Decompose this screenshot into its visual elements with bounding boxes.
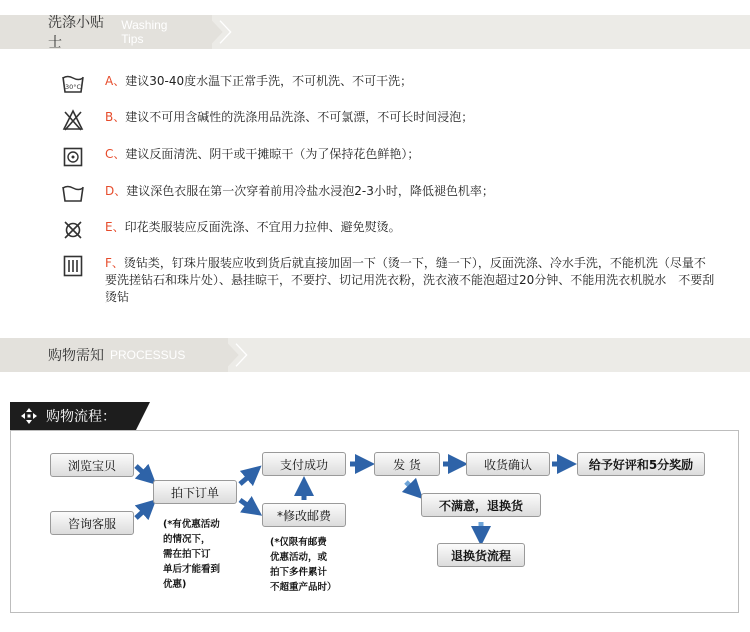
step-confirm[interactable]: 收货确认 — [466, 452, 550, 476]
tip-letter-c: C、 — [105, 147, 126, 161]
arrow-consult-order — [136, 506, 149, 518]
arrow-order-modify — [240, 500, 254, 510]
note-order: (*有优惠活动 的情况下， 需在拍下订 单后才能看到 优惠) — [163, 519, 221, 590]
tip-text-b: 建议不可用含碱性的洗涤用品洗涤、不可氯漂，不可长时间浸泡； — [125, 110, 474, 124]
wash-temp-label: 30°C — [64, 83, 82, 91]
step-review[interactable]: 给予好评和5分奖励 — [577, 452, 705, 476]
tip-letter-f: F、 — [105, 256, 124, 270]
washing-tips-title-en: Washing Tips — [121, 18, 168, 46]
arrow-ship-unsatisfied — [406, 482, 416, 492]
tip-text-d: 建议深色衣服在第一次穿着前用冷盐水浸泡2-3小时，降低褪色机率； — [126, 184, 494, 198]
step-order[interactable]: 拍下订单 — [153, 480, 237, 504]
tip-letter-b: B、 — [105, 110, 126, 124]
process-title: 购物流程： — [46, 409, 116, 425]
step-unsatisfied[interactable]: 不满意，退换货 — [421, 493, 541, 517]
tip-text-f: 烫钻类，钉珠片服装应收到货后就直接加固一下（烫一下，缝一下），反面洗涤、冷水手洗，不能机洗（尽量不要洗搓钻石和珠片处）、悬挂晾干，不要拧、切记用洗衣粉，洗衣液不能泡超过20分钟、不能用洗衣机脱水 不要刮烫钻 — [105, 256, 715, 304]
shopping-title: 购物需知 — [48, 348, 104, 364]
step-browse[interactable]: 浏览宝贝 — [50, 453, 134, 477]
tip-text-e: 印花类服装应反面洗涤、不宜用力拉伸、避免熨烫。 — [124, 220, 401, 234]
step-ship[interactable]: 发 货 — [374, 452, 440, 476]
step-return-flow[interactable]: 退换货流程 — [437, 543, 525, 567]
tip-letter-e: E、 — [105, 220, 125, 234]
tip-letter-d: D、 — [105, 184, 127, 198]
step-pay[interactable]: 支付成功 — [262, 452, 346, 476]
step-modify[interactable]: *修改邮费 — [262, 503, 346, 527]
arrow-order-pay — [240, 472, 254, 484]
tip-text-c: 建议反面清洗、阴干或干摊晾干（为了保持花色鲜艳）； — [125, 147, 420, 161]
washing-tips-title: 洗涤小贴士 — [48, 15, 104, 51]
tip-text-a: 建议30-40度水温下正常手洗，不可机洗、不可干洗； — [125, 74, 413, 88]
shopping-title-en: PROCESSUS — [110, 348, 186, 362]
tip-letter-a: A、 — [105, 74, 126, 88]
arrow-browse-order — [136, 466, 149, 478]
note-modify: (*仅限有邮费 优惠活动，或 拍下多件累计 不超重产品时） — [270, 537, 337, 593]
step-consult[interactable]: 咨询客服 — [50, 511, 134, 535]
